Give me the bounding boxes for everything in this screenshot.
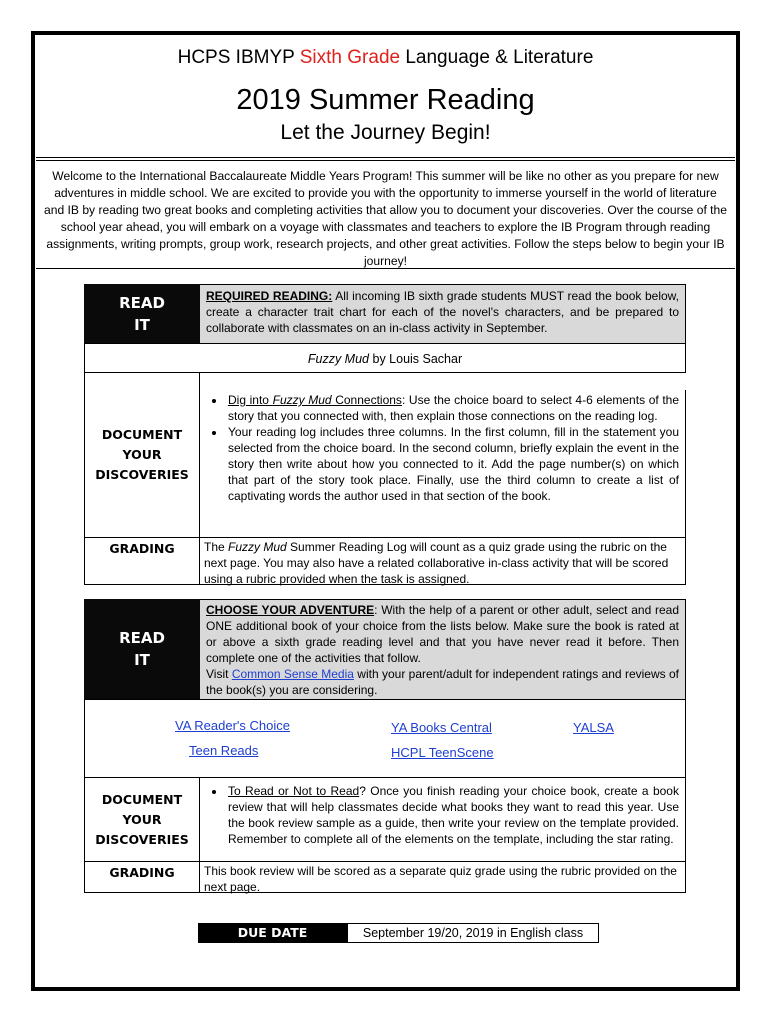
course-heading (36, 47, 735, 69)
list-item (226, 392, 679, 424)
grading-label-1: GRADING (84, 537, 200, 585)
choose-adventure-box: CHOOSE YOUR ADVENTURE: With the help of a parent or other adult, select and read ONE additional book of your choice from the lists below. Make sure the book is rated at or above a sixth grade reading level and that you have never read it before. Then complete one of the activities that follow. Visit Common Sense Media with your parent/adult for independent ratings and reviews of the book(s) you are considering. (200, 599, 686, 699)
list-item (226, 783, 679, 847)
required-book-row (84, 343, 686, 373)
read-it-label-2 (84, 599, 200, 699)
choose-adventure-text: : With the help of a parent or other adult, select and read ONE additional book of your choice from the lists below. Make sure the book is rated at or above a sixth grade reading level and that you have never read it before. Then complete one of the activities that follow. (206, 603, 679, 665)
teen-reads-link[interactable]: Teen Reads (189, 743, 259, 758)
grade-highlight: Sixth Grade (299, 47, 401, 68)
intro-paragraph: Welcome to the International Baccalaureate Middle Years Program! This summer will be like no other as you prepare for new adventures in middle school. We are excited to provide you with the opportunity to immerse yourself in the world of literature and IB by reading two great books and completing activities that allow you to document your discoveries. Over the course of the school year ahead, you will embark on a voyage with classmates and teachers to explore the IB Program through reading assignments, writing prompts, group work, research projects, and other great activities. Follow the steps below to begin your IB journey! (36, 160, 735, 269)
read-it-label-1 (84, 284, 200, 343)
bullet1-text: : Use the choice board to select 4-6 elements of the story that you connected with, then explain those connections on the reading log. (228, 393, 680, 423)
doc-label-line3: DISCOVERIES (95, 467, 189, 482)
due-date-value: September 19/20, 2019 in English class (347, 923, 599, 943)
list-item (226, 424, 679, 504)
book-title: Fuzzy Mud (307, 352, 370, 366)
doc-label-line1: DOCUMENT (101, 427, 183, 442)
read-label-line1: READ (119, 293, 165, 312)
page-title: 2019 Summer Reading (236, 84, 535, 116)
read-label-line2: IT (134, 651, 150, 669)
book-author: by Louis Sachar (369, 352, 463, 366)
hcpl-teenscene-link[interactable]: HCPL TeenScene (391, 745, 494, 760)
doc-label-line1: DOCUMENT (101, 791, 183, 807)
document-discoveries-label-2 (84, 777, 200, 861)
required-reading-box (200, 284, 686, 343)
document-discoveries-content-1 (200, 390, 686, 537)
required-reading-text: All incoming IB sixth grade students MUST read the book below, create a character trait chart for each of the novel's characters, and be prepared to collaborate with classmates on an in-class activity in September. (206, 289, 679, 335)
yalsa-link[interactable]: YALSA (573, 720, 614, 735)
doc-label-line2: YOUR (122, 447, 162, 462)
course-heading-prefix: HCPS IBMYP (177, 47, 300, 68)
bullet-text: ? Once you finish reading your choice book, create a book review that will help classmates decide what books they want to read this year. Use the book review sample as a guide, then write your review on the template provided. Remember to complete all of the elements on the template, including the star rating. (228, 784, 679, 846)
connections-link[interactable]: Dig into Fuzzy Mud Connections (228, 393, 402, 407)
choose-adventure-label: CHOOSE YOUR ADVENTURE (206, 603, 375, 617)
common-sense-media-link[interactable]: Common Sense Media (231, 667, 354, 681)
book-lists-row (84, 699, 686, 777)
document-discoveries-content-2 (200, 777, 686, 861)
document-discoveries-label-1 (84, 373, 200, 537)
due-date-label: DUE DATE (198, 923, 347, 943)
read-label-line1: READ (119, 629, 165, 647)
page-subtitle: Let the Journey Begin! (280, 121, 491, 144)
bullet2-text: Your reading log includes three columns. In the first column, fill in the statement you selected from the choice board. In the second column, briefly explain the event in the story then write about how you connected to it. Add the page number(s) on which that part of the story took place. Finally, use the third column to create a list of captivating words the author used in that section of the book. (228, 425, 679, 503)
ya-books-central-link[interactable]: YA Books Central (391, 720, 492, 735)
grading-text-1: The Fuzzy Mud Summer Reading Log will count as a quiz grade using the rubric on the next page. You may also have a related collaborative in-class activity that will be scored using a rubric provided when the task is assigned. (200, 537, 686, 585)
doc-label-line3: DISCOVERIES (95, 831, 189, 847)
read-or-not-link[interactable]: To Read or Not to Read (228, 784, 360, 798)
required-reading-label: REQUIRED READING: (206, 289, 333, 303)
grading-text-2: This book review will be scored as a separate quiz grade using the rubric provided on the next page. (200, 861, 686, 893)
grading-label-2: GRADING (84, 861, 200, 893)
read-label-line2: IT (134, 315, 150, 334)
va-readers-choice-link[interactable]: VA Reader's Choice (175, 718, 290, 733)
page-header (36, 36, 735, 158)
doc-label-line2: YOUR (122, 811, 162, 827)
course-heading-suffix: Language & Literature (400, 47, 594, 68)
